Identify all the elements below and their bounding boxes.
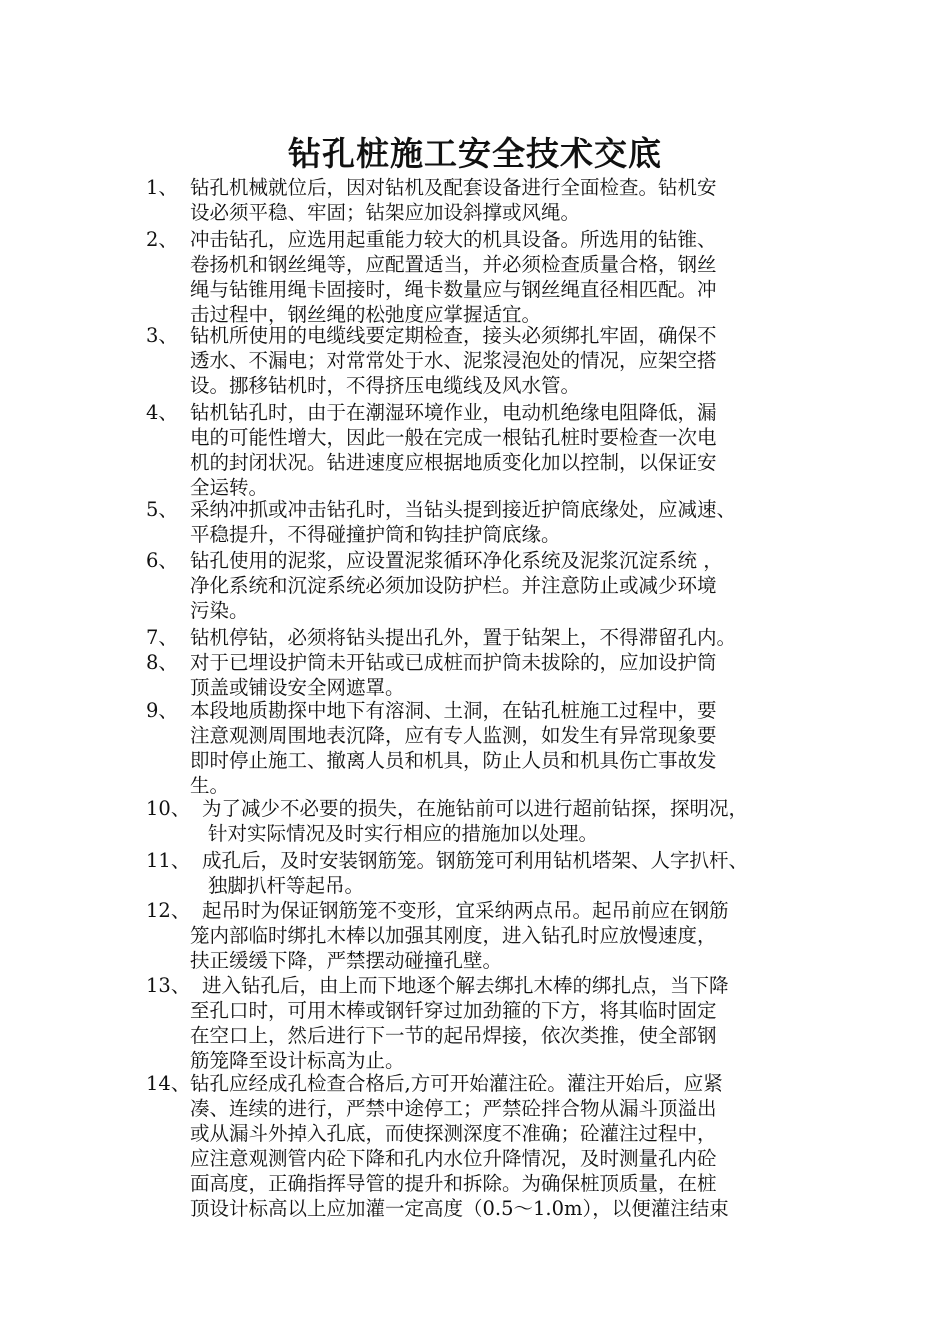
item-line: 在空口上，然后进行下一节的起吊焊接，依次类推，使全部钢 [190, 1024, 717, 1047]
item-line: 绳与钻锥用绳卡固接时，绳卡数量应与钢丝绳直径相匹配。冲 [190, 278, 717, 301]
item-line: 卷扬机和钢丝绳等，应配置适当，并必须检查质量合格，钢丝 [190, 253, 717, 276]
item-number: 3、 [146, 324, 178, 347]
item-line: 凑、连续的进行，严禁中途停工；严禁砼拌合物从漏斗顶溢出 [190, 1097, 717, 1120]
item-line: 污染。 [190, 599, 249, 622]
item-number: 1、 [146, 176, 178, 199]
item-line: 本段地质勘探中地下有溶洞、土洞，在钻孔桩施工过程中，要 [190, 699, 717, 722]
item-line: 钻孔使用的泥浆，应设置泥浆循环净化系统及泥浆沉淀系统 ， [190, 549, 723, 572]
item-line: 面高度，正确指挥导管的提升和拆除。为确保桩顶质量，在桩 [190, 1172, 717, 1195]
item-line: 采纳冲抓或冲击钻孔时，当钻头提到接近护筒底缘处，应减速、 [190, 498, 737, 521]
item-line: 顶盖或铺设安全网遮罩。 [190, 676, 405, 699]
item-line: 筋笼降至设计标高为止。 [190, 1049, 405, 1072]
item-line: 钻机所使用的电缆线要定期检查，接头必须绑扎牢固，确保不 [190, 324, 717, 347]
item-line: 平稳提升，不得碰撞护筒和钩挂护筒底缘。 [190, 523, 561, 546]
item-line: 净化系统和沉淀系统必须加设防护栏。并注意防止或减少环境 [190, 574, 717, 597]
item-line: 起吊时为保证钢筋笼不变形，宜采纳两点吊。起吊前应在钢筋 [202, 899, 729, 922]
item-line: 针对实际情况及时实行相应的措施加以处理。 [208, 822, 599, 845]
item-number: 9、 [146, 699, 178, 722]
item-line: 全运转。 [190, 476, 269, 499]
item-line: 至孔口时，可用木棒或钢钎穿过加劲箍的下方，将其临时固定 [190, 999, 717, 1022]
item-line: 击过程中，钢丝绳的松弛度应掌握适宜。 [190, 303, 542, 326]
item-number: 12、 [146, 899, 191, 922]
item-line: 对于已埋设护筒未开钻或已成桩而护筒未拔除的，应加设护筒 [190, 651, 717, 674]
item-line: 设。挪移钻机时，不得挤压电缆线及风水管。 [190, 374, 581, 397]
item-number: 14、 [146, 1072, 191, 1095]
item-line: 进入钻孔后，由上而下地逐个解去绑扎木棒的绑扎点，当下降 [202, 974, 729, 997]
item-line: 设必须平稳、牢固；钻架应加设斜撑或风绳。 [190, 201, 581, 224]
item-line: 钻孔应经成孔检查合格后,方可开始灌注砼。灌注开始后，应紧 [190, 1072, 723, 1095]
item-line: 成孔后，及时安装钢筋笼。钢筋笼可利用钻机塔架、人字扒杆、 [202, 849, 749, 872]
item-number: 6、 [146, 549, 178, 572]
item-number: 13、 [146, 974, 191, 997]
item-line: 顶设计标高以上应加灌一定高度（0.5～1.0m），以便灌注结束 [190, 1197, 729, 1220]
item-number: 4、 [146, 401, 178, 424]
item-line: 生。 [190, 774, 230, 797]
item-line: 独脚扒杆等起吊。 [208, 874, 365, 897]
item-number: 8、 [146, 651, 178, 674]
item-line: 钻孔机械就位后，因对钻机及配套设备进行全面检查。钻机安 [190, 176, 717, 199]
item-line: 电的可能性增大，因此一般在完成一根钻孔桩时要检查一次电 [190, 426, 717, 449]
item-line: 注意观测周围地表沉降，应有专人监测，如发生有异常现象要 [190, 724, 717, 747]
item-number: 5、 [146, 498, 178, 521]
item-line: 钻机停钻，必须将钻头提出孔外，置于钻架上，不得滞留孔内。 [190, 626, 737, 649]
item-line: 为了减少不必要的损失，在施钻前可以进行超前钻探，探明况， [202, 797, 749, 820]
item-line: 或从漏斗外掉入孔底，而使探测深度不准确；砼灌注过程中， [190, 1122, 717, 1145]
item-line: 钻机钻孔时，由于在潮湿环境作业，电动机绝缘电阻降低，漏 [190, 401, 717, 424]
document-title: 钻孔桩施工安全技术交底 [288, 134, 662, 173]
item-number: 11、 [146, 849, 191, 872]
item-line: 透水、不漏电；对常常处于水、泥浆浸泡处的情况，应架空搭 [190, 349, 717, 372]
item-line: 即时停止施工、撤离人员和机具，防止人员和机具伤亡事故发 [190, 749, 717, 772]
item-number: 2、 [146, 228, 178, 251]
item-line: 扶正缓缓下降，严禁摆动碰撞孔壁。 [190, 949, 503, 972]
item-line: 机的封闭状况。钻进速度应根据地质变化加以控制，以保证安 [190, 451, 717, 474]
item-number: 10、 [146, 797, 191, 820]
item-line: 笼内部临时绑扎木棒以加强其刚度，进入钻孔时应放慢速度， [190, 924, 717, 947]
item-line: 冲击钻孔，应选用起重能力较大的机具设备。所选用的钻锥、 [190, 228, 717, 251]
item-line: 应注意观测管内砼下降和孔内水位升降情况，及时测量孔内砼 [190, 1147, 717, 1170]
item-number: 7、 [146, 626, 178, 649]
